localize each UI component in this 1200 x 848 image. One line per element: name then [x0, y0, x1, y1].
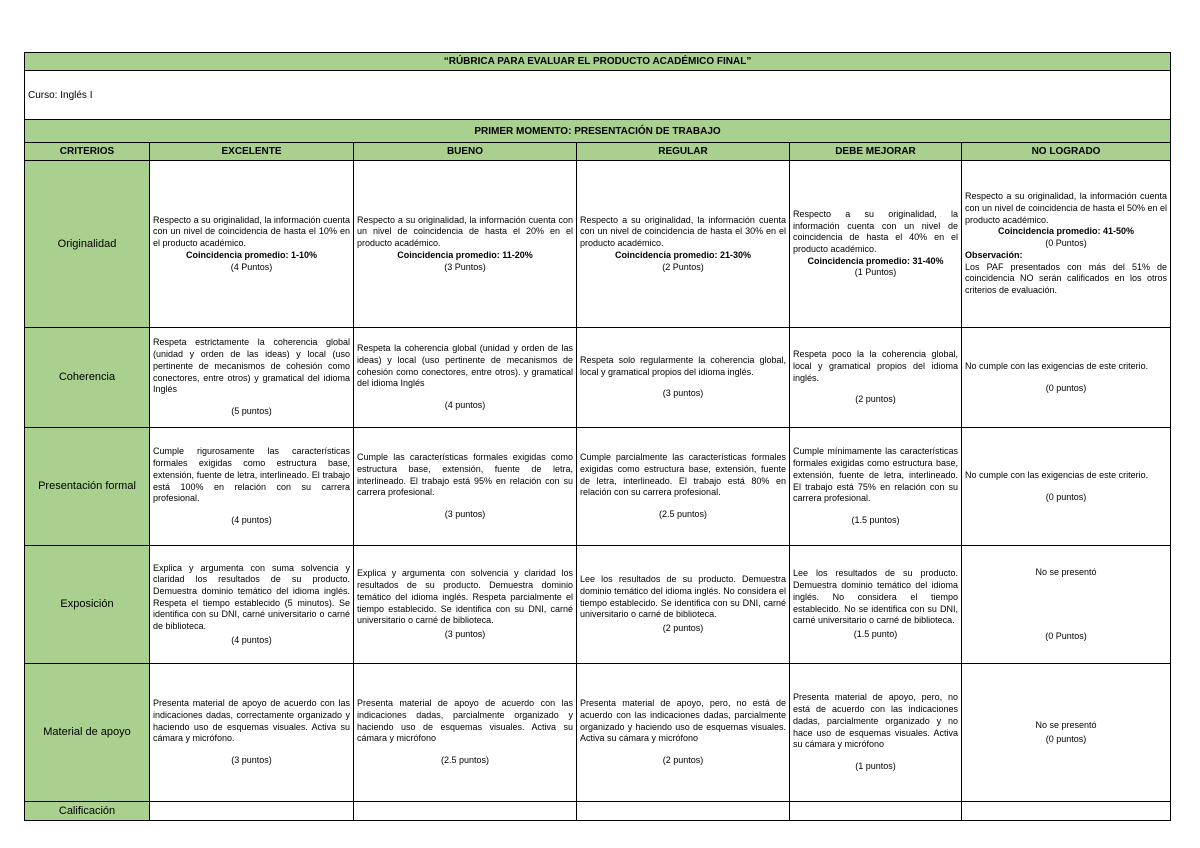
cell-no-logrado — [962, 328, 1171, 428]
cell-points: (0 puntos) — [1045, 382, 1087, 393]
cell-average: Coincidencia promedio: 31-40% — [807, 255, 944, 266]
cell-excelente — [150, 546, 354, 664]
cell-points: (1.5 puntos) — [851, 514, 900, 525]
header-excelente: EXCELENTE — [150, 143, 354, 161]
row-originalidad — [25, 161, 1171, 328]
cell-points: (0 puntos) — [1045, 733, 1087, 744]
cell-excelente — [150, 161, 354, 328]
criterion-label: Exposición — [25, 546, 150, 664]
cell-debe-mejorar — [790, 161, 962, 328]
criterion-label: Coherencia — [25, 328, 150, 428]
cell-excelente — [150, 664, 354, 802]
cell-points: (3 puntos) — [231, 755, 272, 766]
grade-bueno — [354, 802, 577, 821]
cell-text: Respeta solo regularmente la coherencia global, local y gramatical propios del idioma inglés. — [580, 354, 786, 377]
grade-label: Calificación — [25, 802, 150, 821]
cell-debe-mejorar — [790, 664, 962, 802]
rubric-table — [24, 52, 1171, 821]
criterion-label: Originalidad — [25, 161, 150, 328]
cell-points: (1 Puntos) — [854, 267, 897, 278]
cell-points: (0 Puntos) — [1045, 630, 1087, 641]
cell-points: (0 puntos) — [1045, 491, 1087, 502]
cell-bueno — [354, 328, 577, 428]
cell-points: (4 puntos) — [444, 400, 486, 411]
cell-bueno — [354, 161, 577, 328]
cell-average: Coincidencia promedio: 1-10% — [185, 249, 318, 260]
header-bueno: BUENO — [354, 143, 577, 161]
row-material-de-apoyo — [25, 664, 1171, 802]
cell-points: (4 puntos) — [231, 634, 272, 645]
cell-text: Cumple mínimamente las características formales exigidas como estructura base, extensión, fuente de letra, interlineado. El trabajo está 75% en relación con su carrera profesional. — [793, 446, 958, 504]
cell-text: Explica y argumenta con solvencia y claridad los resultados de su producto. Demuestra dominio temático del idioma inglés. Respeta parcialmente el tiempo establecido. Se identifica con su DNI, carné universitario o carné de biblioteca. — [357, 568, 573, 626]
cell-text: Respecto a su originalidad, la información cuenta con un nivel de coincidencia de hasta el 40% en el producto académico. — [793, 208, 958, 254]
cell-text: Presenta material de apoyo de acuerdo con las indicaciones dadas, correctamente organizado y haciendo uso de esquemas visuales. Activa su cámara y micrófono. — [153, 698, 350, 744]
cell-no-logrado — [962, 428, 1171, 546]
cell-points: (2 Puntos) — [662, 261, 704, 272]
grade-regular — [577, 802, 790, 821]
cell-points: (1 puntos) — [855, 760, 896, 771]
cell-regular — [577, 664, 790, 802]
cell-text: Cumple rigurosamente las características formales exigidas como estructura base, extensión, fuente de letra, interlineado. El trabajo está 100% en relación con su carrera profesional. — [153, 446, 350, 504]
cell-excelente — [150, 428, 354, 546]
cell-text: Presenta material de apoyo, pero, no está de acuerdo con las indicaciones dadas, parcialmente organizado y haciendo uso de esquemas visuales. Activa su cámara y micrófono — [580, 698, 786, 744]
cell-bueno — [354, 546, 577, 664]
row-presentacion-formal — [25, 428, 1171, 546]
cell-regular — [577, 428, 790, 546]
grade-excelente — [150, 802, 354, 821]
cell-points: (2.5 puntos) — [658, 509, 708, 520]
observation-text: Los PAF presentados con más del 51% de coincidencia NO serán calificados en los otros criterios de evaluación. — [965, 261, 1168, 295]
cell-text: No se presentó — [1035, 719, 1097, 730]
cell-points: (0 Puntos) — [1045, 238, 1087, 249]
cell-points: (2 puntos) — [662, 755, 704, 766]
cell-points: (3 puntos) — [444, 509, 486, 520]
cell-text: No cumple con las exigencias de este criterio. — [965, 360, 1149, 371]
criterion-label: Material de apoyo — [25, 664, 150, 802]
cell-no-logrado — [962, 161, 1171, 328]
header-debe-mejorar: DEBE MEJORAR — [790, 143, 962, 161]
cell-points: (1.5 punto) — [853, 628, 898, 639]
cell-points: (4 puntos) — [231, 514, 272, 525]
cell-text: Explica y argumenta con suma solvencia y claridad los resultados de su producto. Demuestra dominio temático del idioma inglés. Respeta el tiempo establecido (5 minutos). Se identifica con su DNI, carné universitario o carné de biblioteca. — [153, 562, 350, 632]
row-calificacion — [25, 802, 1171, 821]
cell-text: Cumple las características formales exigidas como estructura base, extensión, fuente de letra, interlineado. El trabajo está 95% en relación con su carrera profesional. — [357, 452, 573, 498]
cell-points: (2 puntos) — [662, 623, 704, 634]
cell-text: No se presentó — [1035, 566, 1097, 577]
cell-regular — [577, 546, 790, 664]
cell-debe-mejorar — [790, 328, 962, 428]
cell-text: Respeta poco la la coherencia global, local y gramatical propios del idioma inglés. — [793, 349, 958, 383]
cell-bueno — [354, 428, 577, 546]
cell-points: (2 puntos) — [855, 394, 896, 405]
criterion-label: Presentación formal — [25, 428, 150, 546]
cell-regular — [577, 161, 790, 328]
cell-points: (5 puntos) — [231, 405, 272, 416]
cell-points: (3 Puntos) — [444, 261, 486, 272]
cell-average: Coincidencia promedio: 11-20% — [397, 249, 533, 260]
cell-average: Coincidencia promedio: 41-50% — [998, 226, 1135, 237]
cell-text: Lee los resultados de su producto. Demuestra dominio temático del idioma inglés. No considera el tiempo establecido. Se identifica con su DNI, carné universitario o carné de biblioteca. — [580, 574, 786, 620]
cell-text: Lee los resultados de su producto. Demuestra dominio temático del idioma inglés. No considera el tiempo establecido. No se identifica con su DNI, carné universitario o carné de biblioteca. — [793, 568, 958, 626]
cell-points: (2.5 puntos) — [440, 755, 490, 766]
row-coherencia — [25, 328, 1171, 428]
cell-text: Respecto a su originalidad, la información cuenta con un nivel de coincidencia de hasta el 10% en el producto académico. — [153, 214, 350, 249]
cell-excelente — [150, 328, 354, 428]
rubric-title: “RÚBRICA PARA EVALUAR EL PRODUCTO ACADÉMICO FINAL” — [25, 53, 1171, 71]
row-exposicion — [25, 546, 1171, 664]
header-regular: REGULAR — [577, 143, 790, 161]
cell-text: Respecto a su originalidad, la información cuenta con un nivel de coincidencia de hasta el 20% en el producto académico. — [357, 214, 573, 249]
cell-bueno — [354, 664, 577, 802]
cell-text: Presenta material de apoyo, pero, no está de acuerdo con las indicaciones dadas, parcialmente organizado y no hace uso de esquemas visuales. Activa su cámara y micrófono — [793, 692, 958, 750]
cell-text: Respecto a su originalidad, la información cuenta con un nivel de coincidencia de hasta el 50% en el producto académico. — [965, 191, 1168, 225]
cell-no-logrado — [962, 546, 1171, 664]
cell-no-logrado — [962, 664, 1171, 802]
cell-text: No cumple con las exigencias de este criterio. — [965, 469, 1149, 480]
cell-text: Respeta la coherencia global (unidad y orden de las ideas) y local (uso pertinente de mecanismos de cohesión como conectores, entre otros). y gramatical del idioma Inglés — [357, 343, 573, 389]
moment-title: PRIMER MOMENTO: PRESENTACIÓN DE TRABAJO — [25, 120, 1171, 143]
cell-average: Coincidencia promedio: 21-30% — [614, 249, 752, 260]
cell-debe-mejorar — [790, 428, 962, 546]
cell-points: (3 puntos) — [662, 388, 704, 399]
cell-debe-mejorar — [790, 546, 962, 664]
cell-text: Cumple parcialmente las características formales exigidas como estructura base, extensión, fuente de letra, interlineado. El trabajo está 80% en relación con su carrera profesional. — [580, 452, 786, 498]
grade-no-logrado — [962, 802, 1171, 821]
cell-regular — [577, 328, 790, 428]
header-row — [25, 143, 1171, 161]
cell-points: (3 puntos) — [444, 628, 486, 639]
cell-text: Presenta material de apoyo de acuerdo con las indicaciones dadas, parcialmente organizado y haciendo uso de esquemas visuales. Activa su cámara y micrófono — [357, 698, 573, 744]
header-criterios: CRITERIOS — [25, 143, 150, 161]
observation-label: Observación: — [965, 249, 1023, 260]
header-no-logrado: NO LOGRADO — [962, 143, 1171, 161]
cell-text: Respecto a su originalidad, la información cuenta con un nivel de coincidencia de hasta el 30% en el producto académico. — [580, 214, 786, 249]
cell-points: (4 Puntos) — [230, 261, 273, 272]
cell-text: Respeta estrictamente la coherencia global (unidad y orden de las ideas) y local (uso pertinente de mecanismos de cohesión como conectores, entre otros) y gramatical del idioma Inglés — [153, 337, 350, 395]
course-label: Curso: Inglés I — [25, 71, 1171, 120]
grade-debe-mejorar — [790, 802, 962, 821]
